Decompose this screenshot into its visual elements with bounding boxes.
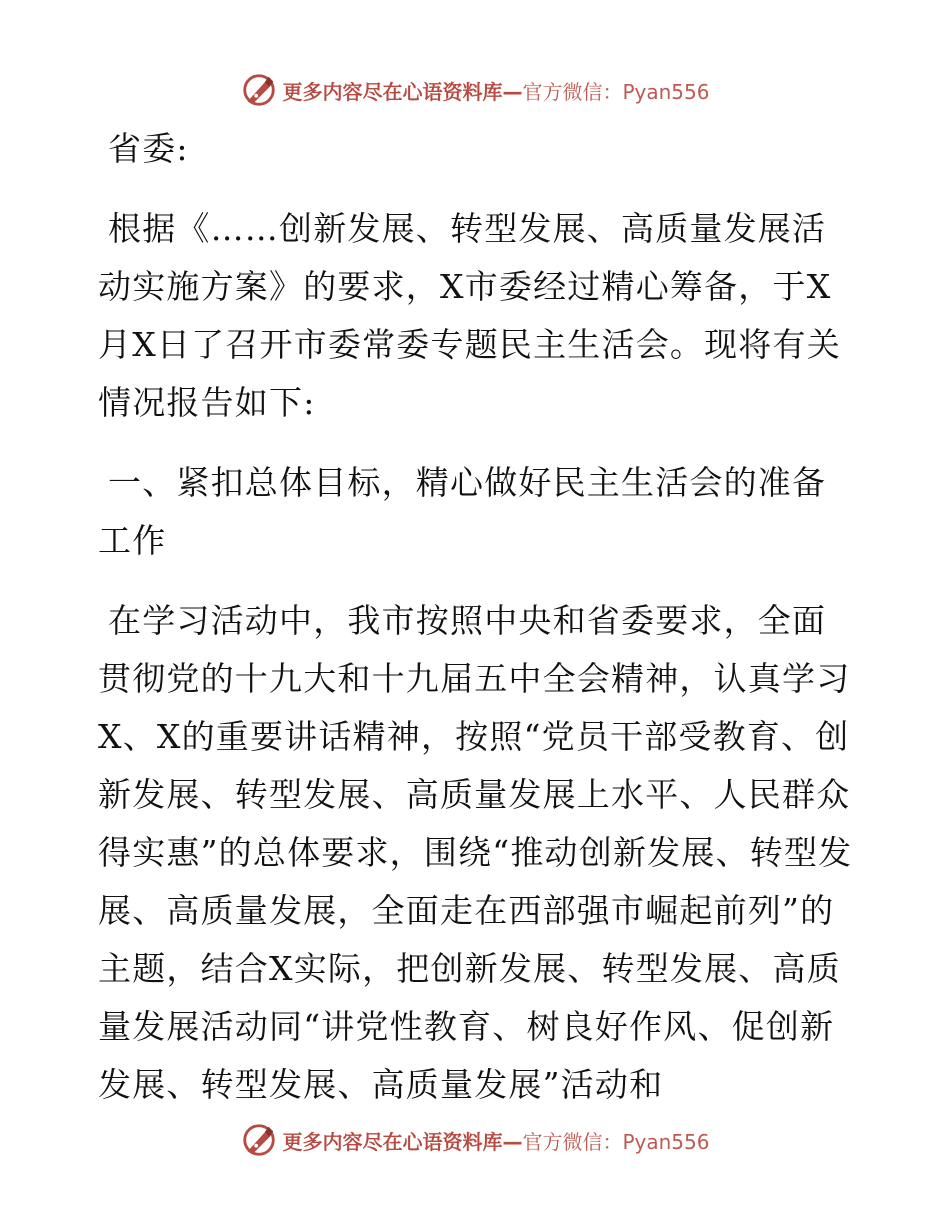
banner-wechat-text: 官方微信：Pyan556	[522, 79, 710, 104]
spacer	[98, 178, 858, 200]
section-heading-1: 一、紧扣总体目标，精心做好民主生活会的准备工作	[98, 463, 827, 560]
pen-nib-logo-icon	[240, 1121, 278, 1159]
spacer	[98, 432, 858, 454]
banner-text	[282, 76, 709, 105]
banner-wechat-text: 官方微信：Pyan556	[522, 1129, 710, 1154]
banner-library-text: 更多内容尽在心语资料库—	[282, 1129, 523, 1154]
salutation: 省委:	[108, 129, 189, 168]
footer-banner	[0, 1118, 950, 1162]
paragraph-intro: 根据《……创新发展、转型发展、高质量发展活动实施方案》的要求，X市委经过精心筹备，于X月X日了召开市委常委专题民主生活会。现将有关情况报告如下:	[98, 209, 841, 422]
banner-library-text: 更多内容尽在心语资料库—	[282, 79, 523, 104]
document-body	[98, 120, 858, 1114]
paragraph-study: 在学习活动中，我市按照中央和省委要求，全面贯彻党的十九大和十九届五中全会精神，认真学习X、X的重要讲话精神，按照“党员干部受教育、创新发展、转型发展、高质量发展上水平、人民群众得实惠”的总体要求，围绕“推动创新发展、转型发展、高质量发展，全面走在西部强市崛起前列”的主题，结合X实际，把创新发展、转型发展、高质量发展活动同“讲党性教育、树良好作风、促创新发展、转型发展、高质量发展”活动和	[98, 601, 853, 1104]
spacer	[98, 570, 858, 592]
banner-text	[282, 1126, 709, 1155]
header-banner	[0, 68, 950, 112]
pen-nib-logo-icon	[240, 71, 278, 109]
